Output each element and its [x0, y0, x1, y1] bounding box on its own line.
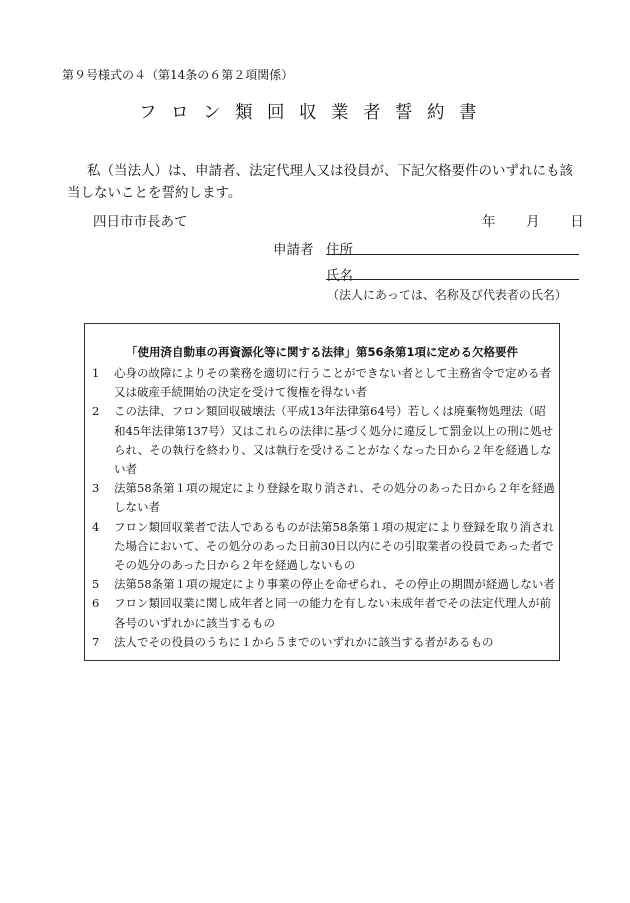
address-field[interactable] — [326, 254, 579, 255]
item-number: 1 — [92, 366, 100, 380]
form-number: 第９号様式の４（第14条の６第２項関係） — [62, 68, 294, 82]
applicant-note: （法人にあっては、名称及び代表者の氏名） — [327, 288, 567, 302]
list-item — [92, 594, 557, 632]
item-text: この法律、フロン類回収破壊法（平成13年法律第64号）若しくは廃棄物処理法（昭和45年法律第137号）又はこれらの法律に基づく処分に違反して罰金以上の刑に処せられ、その執行を終わり、又は執行を受けることがなくなった日から２年を経過しない者 — [114, 404, 554, 477]
item-number: 7 — [92, 634, 100, 649]
item-number: 5 — [92, 577, 100, 592]
list-item — [92, 402, 557, 479]
applicant-label: 申請者 — [273, 242, 314, 258]
item-text: 心身の故障によりその業務を適切に行うことができない者として主務省令で定める者又は破産手続開始の決定を受けて復権を得ない者 — [114, 366, 551, 400]
document-title: フロン類回収業者誓約書 — [139, 103, 491, 123]
disqualification-heading: 「使用済自動車の再資源化等に関する法律」第56条第1項に定める欠格要件 — [125, 345, 518, 359]
item-text: フロン類回収業に関し成年者と同一の能力を有しない未成年者でその法定代理人が前各号のいずれかに該当するもの — [114, 596, 551, 630]
item-text: 法第58条第１項の規定により登録を取り消され、その処分のあった日から２年を経過しない者 — [114, 481, 555, 515]
addressee: 四日市市長あて — [93, 214, 188, 230]
name-label: 氏名 — [326, 268, 353, 284]
item-text: 法第58条第１項の規定により事業の停止を命ぜられ、その停止の期間が経過しない者 — [114, 577, 555, 592]
disqualification-list — [92, 364, 557, 652]
disqualification-box — [84, 323, 560, 661]
list-item — [92, 518, 557, 576]
item-text: 法人でその役員のうちに１から５までのいずれかに該当する者があるもの — [114, 634, 494, 649]
pledge-statement: 私（当法人）は、申請者、法定代理人又は役員が、下記欠格要件のいずれにも該当しないことを誓約します。 — [67, 163, 573, 201]
date-year-label: 年 — [482, 214, 496, 230]
item-number: 3 — [92, 481, 100, 496]
address-label: 住所 — [326, 242, 353, 258]
list-item — [92, 364, 557, 402]
item-number: 2 — [92, 404, 100, 419]
list-item — [92, 633, 557, 652]
date-fields — [482, 210, 584, 230]
item-text: フロン類回収業者で法人であるものが法第58条第１項の規定により登録を取り消された場合において、その処分のあった日前30日以内にその引取業者の役員であった者でその処分のあった日から２年を経過しないもの — [114, 519, 555, 573]
name-field[interactable] — [326, 279, 579, 280]
date-month-label: 月 — [526, 214, 540, 230]
list-item — [92, 575, 557, 594]
item-number: 4 — [92, 519, 100, 534]
date-day-label: 日 — [570, 214, 584, 230]
list-item — [92, 479, 557, 517]
item-number: 6 — [92, 596, 100, 611]
